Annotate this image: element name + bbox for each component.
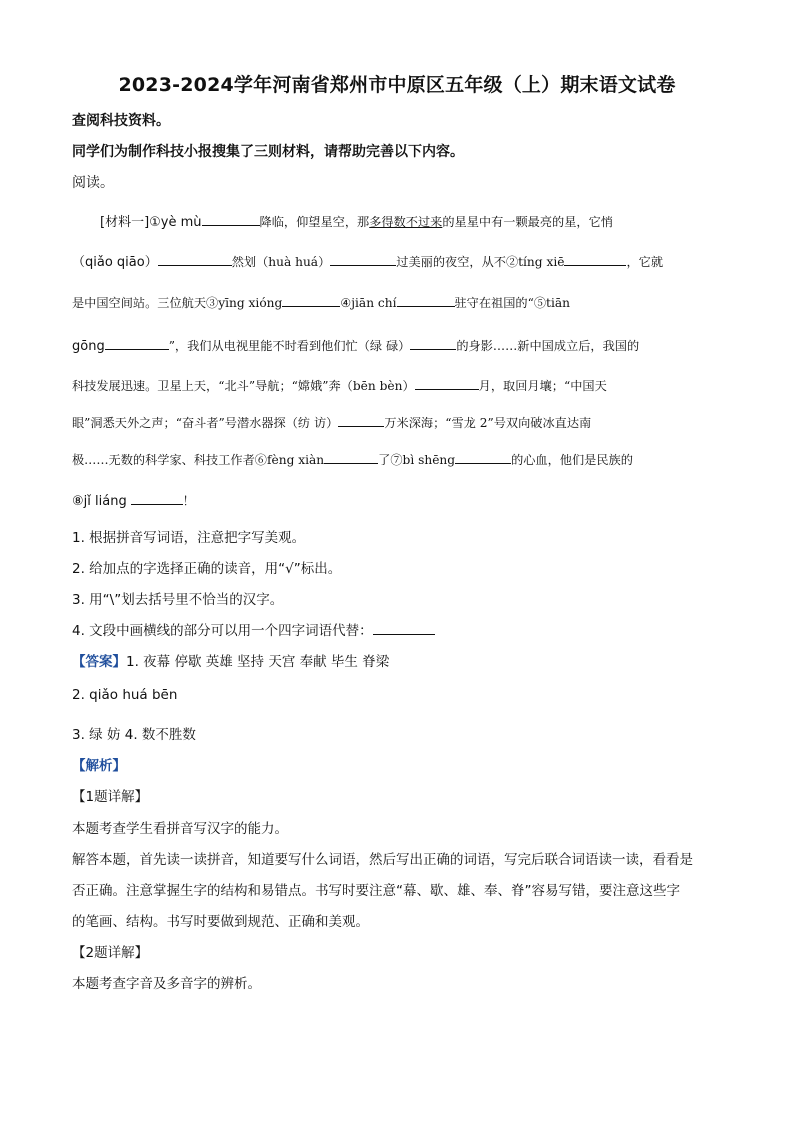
answer-label: 【答案】 [72,654,126,670]
q2-detail-heading: 【2题详解】 [72,945,149,961]
answer-blank[interactable] [410,337,456,350]
answer-blank[interactable] [455,451,511,464]
question-2: 2. 给加点的字选择正确的读音，用“√”标出。 [72,561,342,577]
q1-detail-line-2: 解答本题，首先读一读拼音，知道要写什么词语，然后写出正确的词语，写完后联合词语读一读，看看是 [72,852,693,868]
q1-detail-line-1: 本题考查学生看拼音写汉字的能力。 [72,821,288,837]
passage-line-8: ⑧jǐ liáng ！ [72,494,195,509]
q1-detail-line-3: 否正确。注意掌握生字的结构和易错点。书写时要注意“幕、歇、雄、奉、脊”容易写错，要注意这些字 [72,883,680,899]
passage-line-5: 科技发展迅速。卫星上天，“北斗”导航；“嫦娥”奔（bēn bèn） 月，取回月壤；“中国天 [72,379,607,393]
intro-line-2: 同学们为制作科技小报搜集了三则材料，请帮助完善以下内容。 [72,144,464,160]
intro-line-3: 阅读。 [72,175,114,191]
answer-blank[interactable] [330,253,396,266]
answer-blank[interactable] [324,451,378,464]
analysis-label: 【解析】 [72,758,126,774]
answer-line-2: 2. qiǎo huá bēn [72,687,178,703]
answer-line-3: 3. 绿 妨 4. 数不胜数 [72,727,196,743]
answer-blank[interactable] [282,294,340,307]
answer-blank[interactable] [564,253,626,266]
question-4: 4. 文段中画横线的部分可以用一个四字词语代替： [72,619,435,639]
underlined-phrase: 多得数不过来 [369,215,443,229]
passage-line-2: （qiǎo qiāo） 然划（huà huá） 过美丽的夜空，从不②tíng xiē ，它就 [72,255,664,270]
passage-line-6: 眼”洞悉天外之声；“奋斗者”号潜水器探（纺 访） 万米深海；“雪龙 2”号双向破冰直达南 [72,416,592,430]
question-3: 3. 用“\”划去括号里不恰当的汉字。 [72,592,284,608]
q2-detail-line-1: 本题考查字音及多音字的辨析。 [72,976,261,992]
answer-blank[interactable] [373,622,435,635]
q1-detail-line-4: 的笔画、结构。书写时要做到规范、正确和美观。 [72,914,369,930]
answer-blank[interactable] [131,492,183,505]
answer-blank[interactable] [105,337,169,350]
intro-line-1: 查阅科技资料。 [72,113,170,129]
answer-blank[interactable] [415,377,479,390]
answer-blank[interactable] [397,294,455,307]
q1-detail-heading: 【1题详解】 [72,789,149,805]
passage-line-3: 是中国空间站。三位航天③yīng xióng ④jiān chí 驻守在祖国的“⑤tiān [72,296,570,310]
answer-line-1: 【答案】1. 夜幕 停歇 英雄 坚持 天宫 奉献 毕生 脊梁 [72,654,390,670]
answer-blank[interactable] [158,253,232,266]
answer-blank[interactable] [338,414,384,427]
page-title: 2023-2024学年河南省郑州市中原区五年级（上）期末语文试卷 [118,74,676,96]
passage-line-4: gōng ”，我们从电视里能不时看到他们忙（绿 碌） 的身影……新中国成立后，我国的 [72,339,640,354]
passage-line-1: [材料一]①yè mù 降临，仰望星空，那多得数不过来的星星中有一颗最亮的星，它悄 [100,215,613,230]
answer-blank[interactable] [202,213,260,226]
passage-line-7: 极……无数的科学家、科技工作者⑥fèng xiàn 了⑦bì shēng 的心血，他们是民族的 [72,453,633,467]
question-1: 1. 根据拼音写词语，注意把字写美观。 [72,530,306,546]
